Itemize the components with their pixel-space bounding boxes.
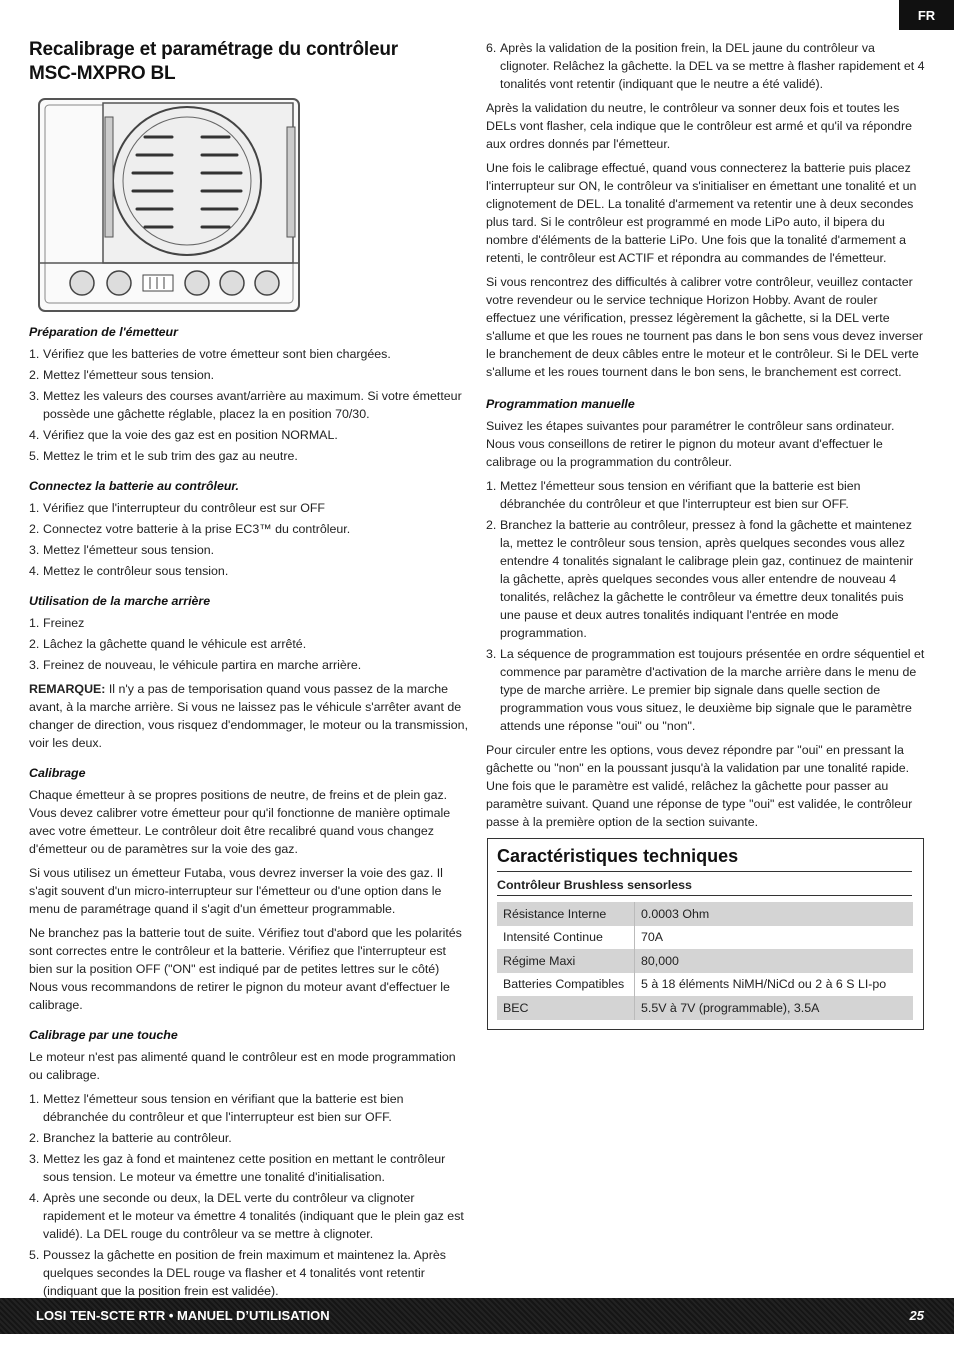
list-item: 4. Vérifiez que la voie des gaz est en position NORMAL.: [29, 428, 338, 442]
list-item: 4. Après une seconde ou deux, la DEL verte du contrôleur va clignoter rapidement et le moteur va émettre 4 tonalités (indiquant que le plein gaz est validé). La DEL rouge du contrôleur va se mettre à clignoter.: [29, 1191, 464, 1241]
list-item: 3. La séquence de programmation est toujours présentée en ordre séquentiel et commence par paramètre d'activation de la marche arrière dans le menu de type de marche arrière. Le premier bip signale dans quelle section de programmation vous vous situez, le deuxième bip signale que le paramètre attends une réponse "oui" ou "non".: [486, 647, 925, 733]
list-item: 2. Mettez l'émetteur sous tension.: [29, 368, 215, 382]
calib-p1: Chaque émetteur à se propres positions de neutre, de freins et de plein gaz. Vous devez calibrer votre émetteur pour qu'il fonctionne de manière optimale avec votre émetteur. Le contrôleur doit être recalibré quand vous changez d'émetteur ou de paramètres sur la voie des gaz.: [29, 788, 451, 856]
spec-value: 5 à 18 éléments NiMH/NiCd ou 2 à 6 S LI-po: [635, 973, 914, 997]
manual-p1: Suivez les étapes suivantes pour paramétrer le contrôleur sans ordinateur. Nous vous conseillons de retirer le pignon du moteur avant d'effectuer le calibrage ou la programmation du contrôleur.: [486, 419, 895, 469]
manual-heading: Programmation manuelle: [486, 397, 635, 411]
reverse-heading: Utilisation de la marche arrière: [29, 594, 211, 608]
onetouch-p2: Après la validation du neutre, le contrôleur va sonner deux fois et toutes les DELs vont flasher, cela indique que le contrôleur est armé et qu'il va répondre aux ordres donnés par l'émetteur.: [486, 101, 912, 151]
list-item: 3. Mettez les gaz à fond et maintenez cette position en mettant le contrôleur sous tension. Le moteur va émettre une tonalité d'initialisation.: [29, 1152, 446, 1184]
spec-key: BEC: [497, 996, 635, 1020]
table-row: [497, 973, 914, 997]
reverse-note: REMARQUE: Il n'y a pas de temporisation quand vous passez de la marche avant, à la marche arrière. Si vous ne laissez pas le véhicule s'arrêter avant de changer de direction, vous risquez d'endommager, le moteur ou la transmission, voir les deux.: [29, 682, 469, 750]
spec-key: Batteries Compatibles: [497, 973, 635, 997]
spec-key: Intensité Continue: [497, 926, 635, 950]
prep-list: [29, 345, 469, 465]
list-item: 2. Branchez la batterie au contrôleur, pressez à fond la gâchette et maintenez la, mettez le contrôleur sous tension, après quelques secondes vous allez entendre 4 tonalités signalant le calibrage plein gaz, continuez de maintenir la gâchette, après quelques secondes vous aller entendre de nouveau 4 tonalités, relâchez la gâchette le contrôleur va émettre deux tonalités puis une pause et deux autres tonalités indiquant l'entrée en mode programmation.: [486, 518, 914, 640]
list-item: 2. Lâchez la gâchette quand le véhicule est arrêté.: [29, 637, 307, 651]
divider: [497, 895, 912, 896]
list-item: 3. Mettez les valeurs des courses avant/arrière au maximum. Si votre émetteur possède une gâchette réglable, placez la en position 70/30.: [29, 389, 462, 421]
spec-value: 0.0003 Ohm: [635, 902, 914, 926]
spec-value: 80,000: [635, 949, 914, 973]
spec-key: Régime Maxi: [497, 949, 635, 973]
spec-value: 70A: [635, 926, 914, 950]
list-item: 1. Vérifiez que les batteries de votre émetteur sont bien chargées.: [29, 347, 391, 361]
prep-heading: Préparation de l'émetteur: [29, 325, 178, 339]
spec-key: Résistance Interne: [497, 902, 635, 926]
page-number: 25: [909, 1308, 924, 1323]
list-item: 1. Vérifiez que l'interrupteur du contrôleur est sur OFF: [29, 501, 325, 515]
list-item: 5. Poussez la gâchette en position de frein maximum et maintenez la. Après quelques secondes la DEL rouge va flasher et 4 tonalités vont retentir (indiquant que la position frein est validée).: [29, 1248, 446, 1298]
specs-title: Caractéristiques techniques: [497, 846, 739, 866]
list-item: 3. Freinez de nouveau, le véhicule partira en marche arrière.: [29, 658, 362, 672]
list-item: 1. Mettez l'émetteur sous tension en vérifiant que la batterie est bien débranchée du contrôleur et que l'interrupteur est bien sur OFF.: [29, 1092, 404, 1124]
onetouch-p4: Si vous rencontrez des difficultés à calibrer votre contrôleur, veuillez contacter votre revendeur ou le service technique Horizon Hobby. Avant de rouler effectuez une vérification, pressez légèrement la gâchette, si la DEL verte s'allume et que les roues ne tournent pas dans le bon sens vous devez inverser le branchement de deux câbles entre le moteur et le contrôleur. Si le DEL verte s'allume et les roues tournent dans le bon sens, le branchement est correct.: [486, 275, 923, 379]
list-item: 5. Mettez le trim et le sub trim des gaz au neutre.: [29, 449, 298, 463]
onetouch-list-cont: [486, 39, 926, 93]
onetouch-p1: Le moteur n'est pas alimenté quand le contrôleur est en mode programmation ou calibrage.: [29, 1050, 456, 1082]
calib-heading: Calibrage: [29, 766, 86, 780]
table-row: [497, 949, 914, 973]
specs-table: [497, 902, 914, 1020]
onetouch-p3: Une fois le calibrage effectué, quand vous connecterez la batterie puis placez l'interrupteur sur ON, le contrôleur va s'initialiser en émettant une tonalité et un clignotement de DEL. La tonalité d'armement va retentir une à deux secondes plus tard. Si le contrôleur est programmé en mode LiPo auto, il bipera du nombre d'éléments de la batterie LiPo. Une fois que la tonalité d'armement a retenti, le contrôleur est ACTIF et répondra au commandes de l'émetteur.: [486, 161, 917, 265]
specs-box: [487, 838, 924, 1030]
right-column: [486, 39, 926, 837]
esc-illustration: [37, 97, 302, 313]
spec-value: 5.5V à 7V (programmable), 3.5A: [635, 996, 914, 1020]
page-title: [29, 38, 398, 86]
title-line-1: Recalibrage et paramétrage du contrôleur: [29, 39, 398, 60]
connect-list: [29, 499, 469, 580]
list-item: 2. Branchez la batterie au contrôleur.: [29, 1131, 232, 1145]
onetouch-heading: Calibrage par une touche: [29, 1028, 178, 1042]
title-line-2: MSC-MXPRO BL: [29, 63, 176, 84]
list-item: 1. Mettez l'émetteur sous tension en vérifiant que la batterie est bien débranchée du contrôleur et que l'interrupteur est bien sur OFF.: [486, 479, 861, 511]
table-row: [497, 902, 914, 926]
manual-list: [486, 477, 926, 735]
manual-p2: Pour circuler entre les options, vous devez répondre par "oui" en pressant la gâchette ou "non" en la poussant jusqu'à la validation par une tonalité rapide. Une fois que le paramètre est validé, relâchez la gâchette pour passer au paramètre suivant. Quand une réponse de type "oui" est validée, le contrôleur passe à la première option de la section suivante.: [486, 743, 913, 829]
language-tab: FR: [899, 0, 954, 30]
connect-heading: Connectez la batterie au contrôleur.: [29, 479, 239, 493]
specs-subtitle: Contrôleur Brushless sensorless: [497, 878, 692, 892]
calib-p2: Si vous utilisez un émetteur Futaba, vous devrez inverser la voie des gaz. Il s'agit souvent d'un micro-interrupteur sur l'émetteur ou d'une option dans le menu de paramétrage quand il s'agit d'un émetteur programmable.: [29, 866, 443, 916]
table-row: [497, 996, 914, 1020]
divider: [497, 871, 912, 872]
footer-title: LOSI TEN-SCTE RTR • MANUEL D’UTILISATION: [36, 1308, 330, 1323]
list-item: 1. Freinez: [29, 616, 85, 630]
list-item: 3. Mettez l'émetteur sous tension.: [29, 543, 215, 557]
table-row: [497, 926, 914, 950]
onetouch-list: [29, 1090, 469, 1300]
calib-p3: Ne branchez pas la batterie tout de suite. Vérifiez tout d'abord que les polarités sont correctes entre le contrôleur et la batterie. Vérifiez que l'interrupteur est bien sur la position OFF ("ON" est indiqué par de petites lettres sur le côté) Nous vous recommandons de retirer le pignon du moteur avant d'effectuer le calibrage.: [29, 926, 462, 1012]
left-column: [29, 323, 469, 1306]
list-item: 2. Connectez votre batterie à la prise EC3™ du contrôleur.: [29, 522, 351, 536]
list-item: 6. Après la validation de la position frein, la DEL jaune du contrôleur va clignoter. Relâchez la gâchette. la DEL va se mettre à flasher rapidement et 4 tonalités vont retentir (indiquant que le neutre a été validé).: [486, 41, 925, 91]
list-item: 4. Mettez le contrôleur sous tension.: [29, 564, 229, 578]
reverse-list: [29, 614, 469, 674]
page-footer: [0, 1298, 954, 1334]
